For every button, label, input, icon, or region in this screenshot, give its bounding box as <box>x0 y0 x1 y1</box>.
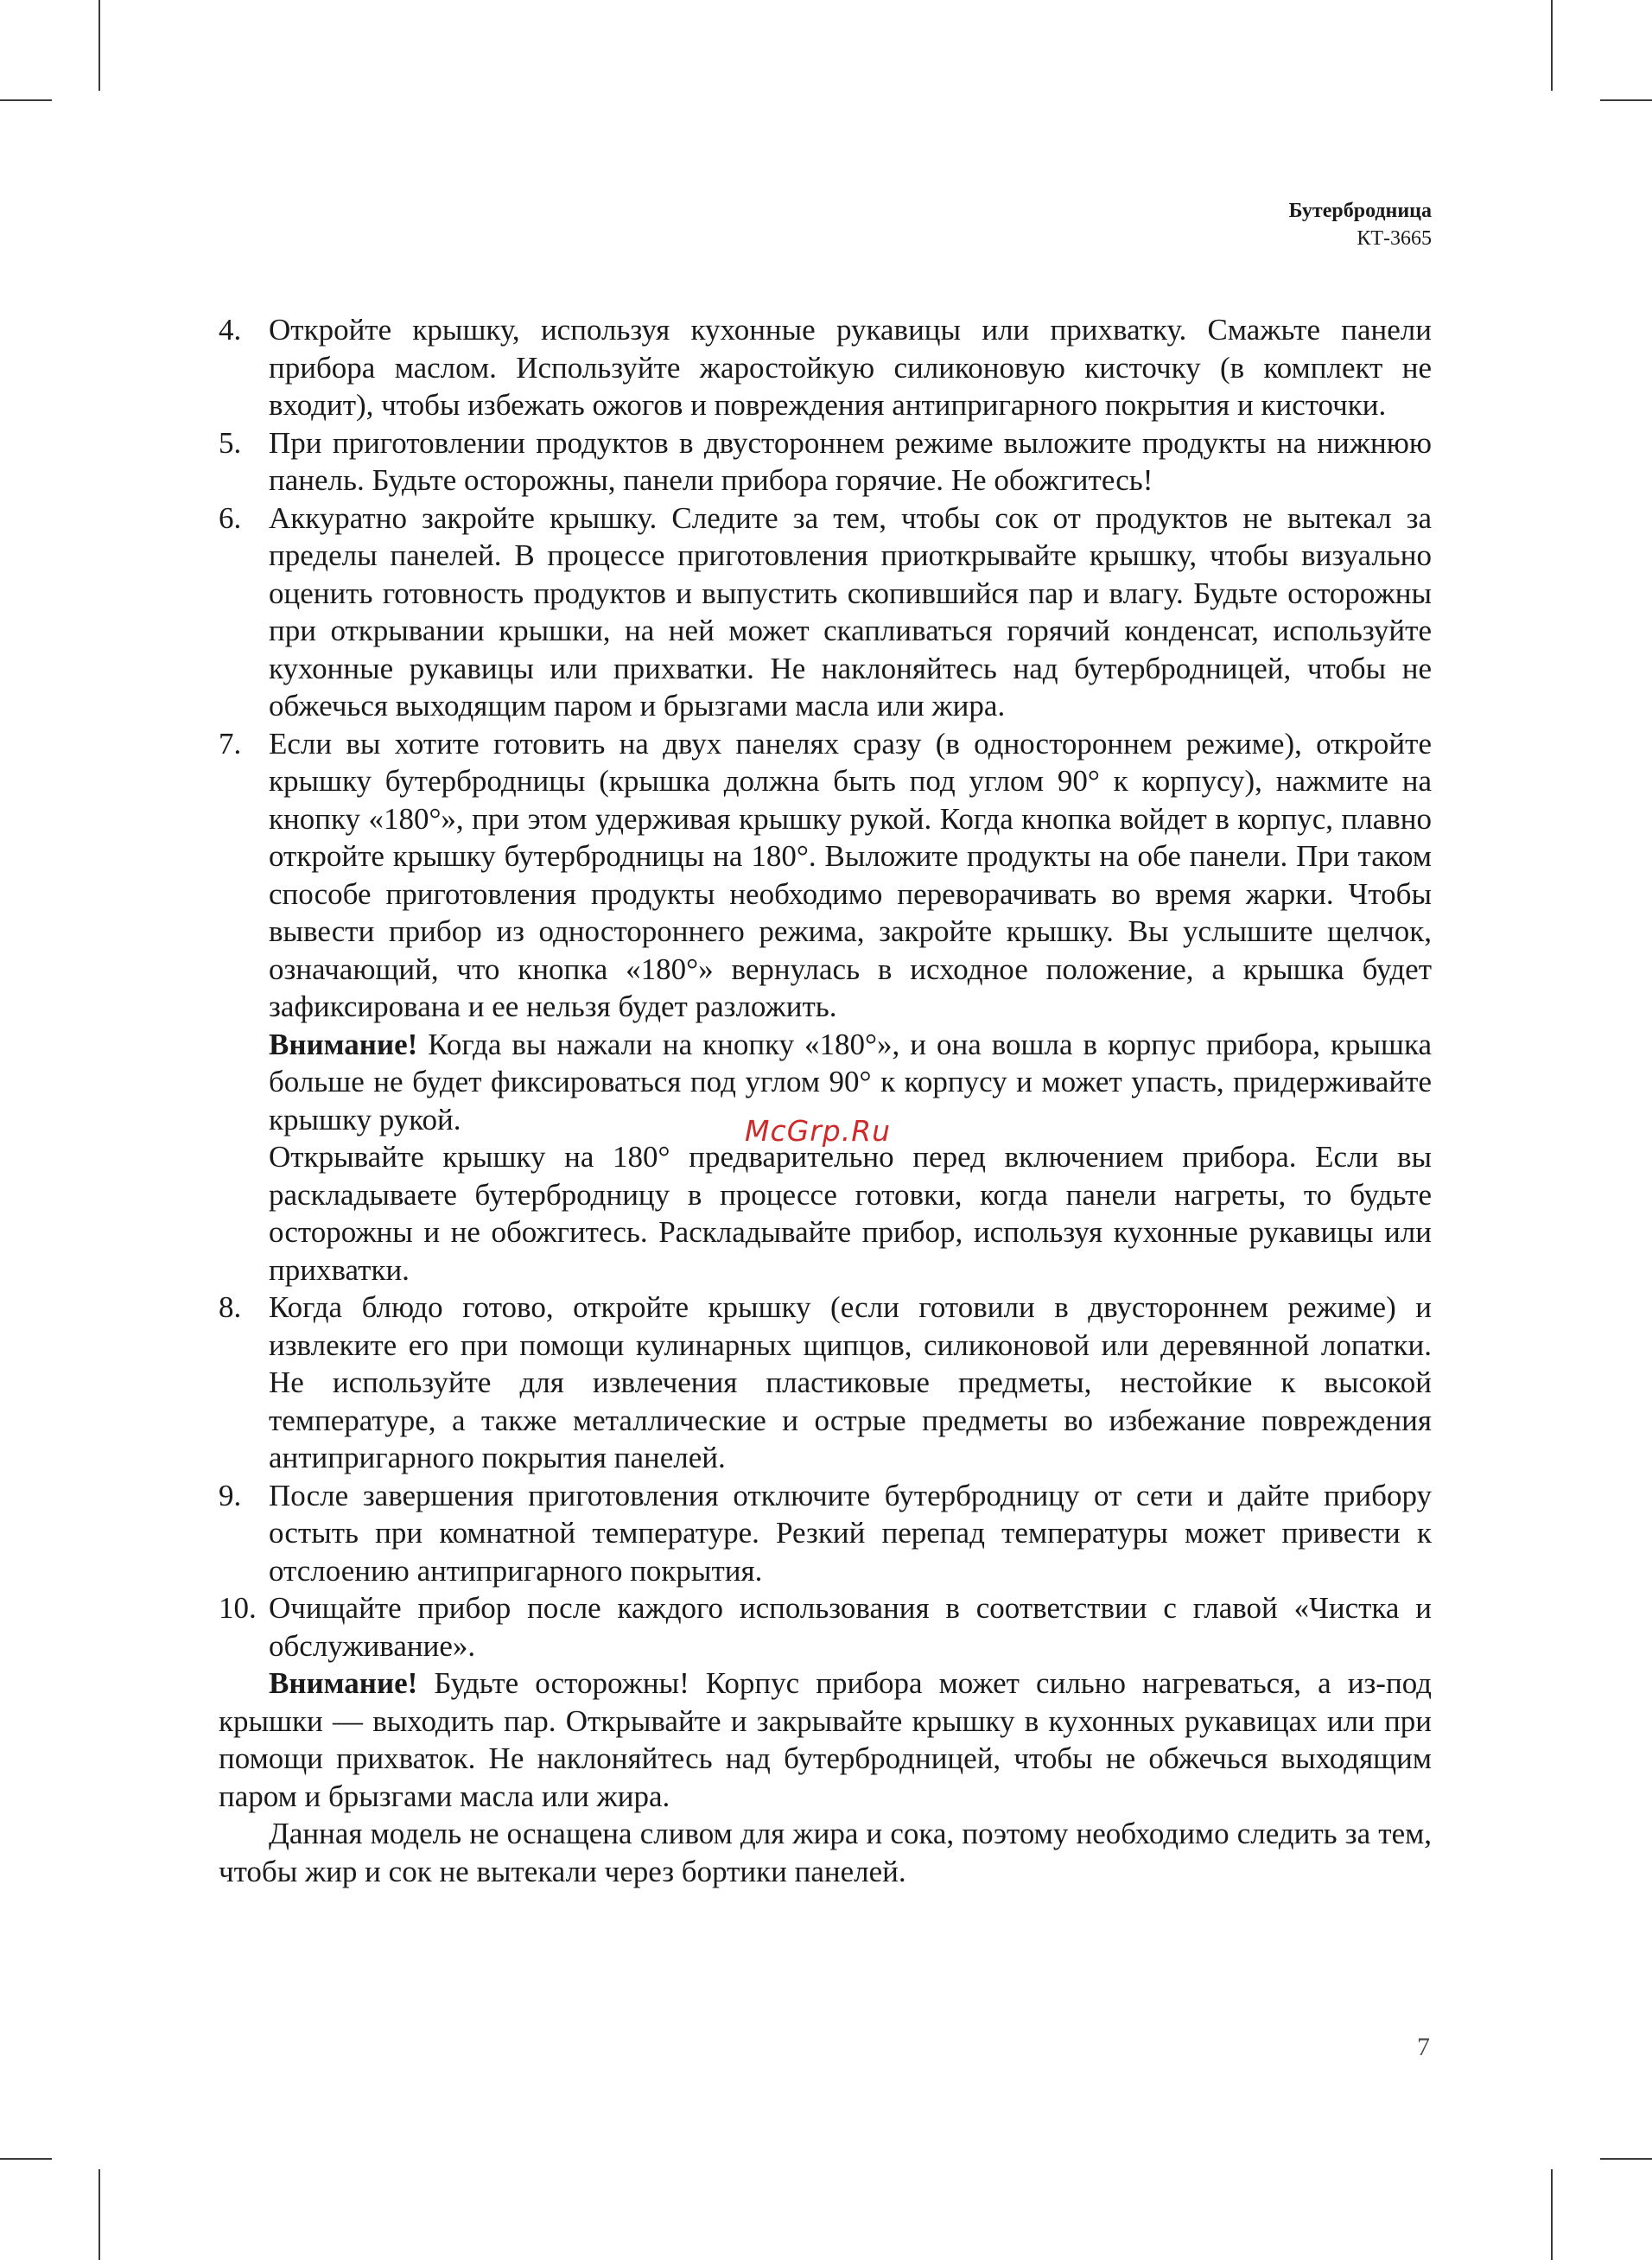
item-text: После завершения приготовления отключите бутербродницу от сети и дайте прибору остыть при комнатной температуре. Резкий перепад температуры может привести к отслоению антипригарного покрытия. <box>269 1478 1432 1588</box>
item-number: 7. <box>219 726 242 761</box>
list-item <box>219 725 1432 1289</box>
item-number: 4. <box>219 313 242 347</box>
list-item <box>219 1477 1432 1590</box>
crop-mark <box>1551 0 1553 91</box>
model-number: КТ-3665 <box>1357 227 1432 250</box>
item-text: Аккуратно закройте крышку. Следите за тем, чтобы сок от продуктов не вытекал за пределы панелей. В процессе приготовления приоткрывайте крышку, чтобы визуально оценить готовность продуктов и выпустить скопившийся пар и влагу. Будьте осторожны при открывании крышки, на ней может скапливаться горячий конденсат, используйте кухонные рукавицы или прихватки. Не наклоняйтесь над бутербродницей, чтобы не обжечься выходящим паром и брызгами масла или жира. <box>269 500 1432 723</box>
warning-text: Когда вы нажали на кнопку «180°», и она вошла в корпус прибора, крышка больше не будет фиксироваться под углом 90° к корпусу и может упасть, придерживайте крышку рукой. <box>269 1027 1432 1136</box>
final-note: Данная модель не оснащена сливом для жира и сока, поэтому необходимо следить за тем, чтобы жир и сок не вытекали через бортики панелей. <box>219 1817 1432 1888</box>
warning-text: Будьте осторожны! Корпус прибора может сильно нагреваться, а из-под крышки — выходить пар. Открывайте и закрывайте крышку в кухонных рукавицах или при помощи прихваток. Не наклоняйтесь над бутербродницей, чтобы не обжечься выходящим паром и брызгами масла или жира. <box>219 1666 1432 1813</box>
item-number: 9. <box>219 1478 242 1512</box>
item-text: Очищайте прибор после каждого использования в соответствии с главой «Чистка и обслуживание». <box>269 1591 1432 1663</box>
crop-mark <box>1600 99 1652 101</box>
final-warning <box>219 1665 1432 1815</box>
item-text: Если вы хотите готовить на двух панелях сразу (в одностороннем режиме), откройте крышку бутербродницы (крышка должна быть под углом 90° к корпусу), нажмите на кнопку «180°», при этом удерживая крышку рукой. Когда кнопка войдет в корпус, плавно откройте крышку бутербродницы на 180°. Выложите продукты на обе панели. При таком способе приготовления продукты необходимо переворачивать во время жарки. Чтобы вывести прибор из одностороннего режима, закройте крышку. Вы услышите щелчок, означающий, что кнопка «180°» вернулась в исходное положение, а крышка будет зафиксирована и ее нельзя будет разложить. <box>269 726 1432 1023</box>
product-name: Бутербродница <box>1288 200 1432 222</box>
crop-mark <box>98 0 100 91</box>
crop-mark <box>0 2158 52 2160</box>
item-text: Когда блюдо готово, откройте крышку (если готовили в двустороннем режиме) и извлеките его при помощи кулинарных щипцов, силиконовой или деревянной лопатки. Не используйте для извлечения пластиковые предметы, нестойкие к высокой температуре, а также металлические и острые предметы во избежание повреждения антипригарного покрытия панелей. <box>269 1290 1432 1474</box>
list-item <box>219 1589 1432 1665</box>
item-extra-text: Открывайте крышку на 180° предварительно перед включением прибора. Если вы раскладываете бутербродницу в процессе готовки, когда панели нагреты, то будьте осторожны и не обожгитесь. Раскладывайте прибор, используя кухонные рукавицы или прихватки. <box>269 1140 1432 1287</box>
warning-label: Внимание! <box>269 1027 418 1061</box>
item-number: 10. <box>219 1591 257 1625</box>
crop-mark <box>1551 2169 1553 2260</box>
page-header <box>1289 197 1432 252</box>
watermark-link: McGrp.Ru <box>745 1114 892 1148</box>
instruction-body <box>219 311 1432 1890</box>
item-number: 5. <box>219 425 242 460</box>
page-number: 7 <box>1417 2033 1430 2061</box>
list-item <box>219 424 1432 500</box>
item-text: При приготовлении продуктов в двустороннем режиме выложите продукты на нижнюю панель. Будьте осторожны, панели прибора горячие. Не обожгитесь! <box>269 425 1432 497</box>
list-item <box>219 500 1432 725</box>
list-item <box>219 1289 1432 1477</box>
item-number: 8. <box>219 1290 242 1324</box>
crop-mark <box>98 2169 100 2260</box>
crop-mark <box>0 99 52 101</box>
warning-label: Внимание! <box>269 1666 418 1700</box>
item-text: Откройте крышку, используя кухонные рукавицы или прихватку. Смажьте панели прибора маслом. Используйте жаростойкую силиконовую кисточку (в комплект не входит), чтобы избежать ожогов и повреждения антипригарного покрытия и кисточки. <box>269 313 1432 422</box>
crop-mark <box>1600 2158 1652 2160</box>
item-number: 6. <box>219 500 242 535</box>
list-item <box>219 311 1432 424</box>
